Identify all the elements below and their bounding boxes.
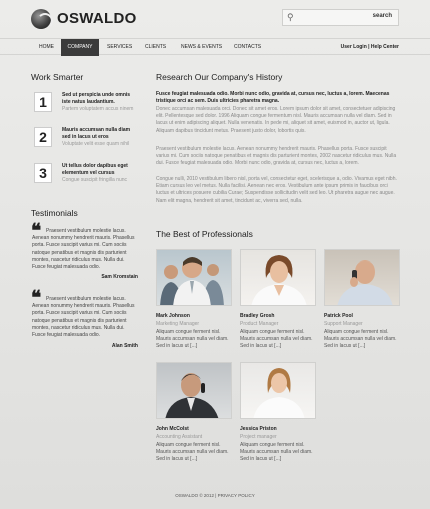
history-paragraph-3: Congue nulli, 2010 vestibulum libero nisl, porta vel, consectetur eget, scelerisque a, odio. Vivamus eget nibh. Etiam cursus leo vel metus. Nulla facilisi. Aenean nec eros. Vestibulum ante ipsum primis in faucibus orci luctus et ultrices posuere cubilia Curae; Suspendisse sollicitudin velit sed leo. Ut pharetra augue nec augue. Nam elit magna, hendrerit sit amet, tincidunt ac, viverra sed, nulla. (156, 176, 397, 204)
testimonial-author-1: Sam Kromstain (101, 274, 138, 280)
step-number-3: 3 (34, 163, 52, 183)
work-smarter-heading: Work Smarter (31, 72, 84, 82)
person-role-3: Support Manager (324, 321, 363, 327)
person-desc-2: Aliquam congue ferment nisl. Mauris accumsan nulla vel diam. Sed in lacus ut [...] (240, 329, 313, 350)
person-desc-4: Aliquam congue ferment nisl. Mauris accumsan nulla vel diam. Sed in lacus ut [...] (156, 442, 229, 463)
profile-photo-bradley-grosh[interactable] (240, 249, 316, 306)
person-role-4: Accounting Assistant (156, 434, 203, 440)
nav-item-company[interactable]: COMPANY (61, 39, 99, 56)
footer-text[interactable]: OSWALDO © 2012 | PRIVACY POLICY (175, 493, 255, 498)
step-subtitle-3: Congue suscipit fringilla nunc (62, 177, 128, 183)
history-paragraph-2: Praesent vestibulum molestie lacus. Aenean nonummy hendrerit mauris. Phasellus porta. Fusce suscipit varius mi. Cum sociis natoque penatibus et magnis dis parturient montes, 2002 nascetur ridiculus mus. Nulla dui. Fusce feugiat malesuada odio. Morbi nunc odio, gravida at, cursus nec, luctus a, lorem. (156, 146, 397, 167)
testimonial-text-2: Praesent vestibulum molestie lacus. Aenean nonummy hendrerit mauris. Phasellus porta. Fusce suscipit varius mi. Cum sociis natoque penatibus et magnis dis parturient montes, nascetur ridiculus mus. Nulla dui. Fusce feugiat malesuada odio. (32, 296, 135, 339)
main-nav (0, 38, 430, 55)
nav-item-clients[interactable]: CLIENTS (145, 44, 167, 50)
nav-item-home[interactable]: HOME (39, 44, 54, 50)
professionals-heading: The Best of Professionals (156, 229, 253, 239)
person-name-1[interactable]: Mark Johnson (156, 313, 190, 319)
profile-photo-mark-johnson[interactable] (156, 249, 232, 306)
person-role-2: Product Manager (240, 321, 279, 327)
step-subtitle-2: Voluptate velit esse quam nihil (62, 141, 130, 147)
testimonial-text-1: Praesent vestibulum molestie lacus. Aenean nonummy hendrerit mauris. Phasellus porta. Fusce suscipit varius mi. Cum sociis natoque penatibus et magnis dis parturient montes, nascetur ridiculus mus. Nulla dui. Fusce feugiat malesuada odio. (32, 228, 135, 271)
header (0, 0, 430, 38)
history-heading: Research Our Company's History (156, 72, 283, 82)
profile-photo-john-mccolst[interactable] (156, 362, 232, 419)
user-login-help-links[interactable]: User Login | Help Center (340, 44, 399, 50)
step-title-2[interactable]: Mauris accumsan nulla diam sed in lacus ut eros (62, 127, 131, 140)
nav-item-services[interactable]: SERVICES (107, 44, 133, 50)
person-desc-1: Aliquam congue ferment nisl. Mauris accumsan nulla vel diam. Sed in lacus ut [...] (156, 329, 229, 350)
person-role-5: Project manager (240, 434, 277, 440)
person-desc-3: Aliquam congue ferment nisl. Mauris accumsan nulla vel diam. Sed in lacus ut [...] (324, 329, 397, 350)
search-icon: ⚲ (287, 12, 294, 22)
search-button[interactable]: search (372, 13, 392, 19)
search-input[interactable] (282, 9, 399, 26)
person-name-5[interactable]: Jessica Priston (240, 426, 277, 432)
person-role-1: Marketing Manager (156, 321, 200, 327)
nav-item-contacts[interactable]: CONTACTS (234, 44, 262, 50)
quote-icon: ❝ (31, 288, 42, 309)
logo-text[interactable]: OSWALDO (57, 10, 137, 27)
logo-icon[interactable] (31, 9, 51, 29)
history-paragraph-1: Donec accumsan malesuada orci. Donec sit amet eros. Lorem ipsum dolor sit amet, consectetuer adipiscing elit. Pellentesque sed dolor. 1996 Aliquam congue fermentum nisl. Mauris accumsan nulla vel diam. Sed in lacus ut enim adipiscing aliquet. Nulla venenatis. In pede mi, aliquet sit amet, euismod in, auctor ut, ligula. Aliquam dapibus tincidunt metus. Praesent justo dolor, lobortis quis. (156, 106, 396, 134)
nav-item-news-events[interactable]: NEWS & EVENTS (181, 44, 223, 50)
testimonials-heading: Testimonials (31, 208, 78, 218)
testimonial-author-2: Alan Smith (111, 343, 138, 349)
step-number-2: 2 (34, 127, 52, 147)
step-title-3[interactable]: Ut tellus dolor dapibus eget elementum vel cursus (62, 163, 128, 176)
person-desc-5: Aliquam congue ferment nisl. Mauris accumsan nulla vel diam. Sed in lacus ut [...] (240, 442, 313, 463)
person-name-4[interactable]: John McColst (156, 426, 189, 432)
step-title-1[interactable]: Sed ut perspicia unde omnis iste natus laudantium. (62, 92, 131, 105)
quote-icon: ❝ (31, 221, 42, 242)
person-name-2[interactable]: Bradley Grosh (240, 313, 275, 319)
step-number-1: 1 (34, 92, 52, 112)
person-name-3[interactable]: Patrick Pool (324, 313, 353, 319)
step-subtitle-1: Partem voluptatem accus ninem (62, 106, 134, 112)
profile-photo-jessica-priston[interactable] (240, 362, 316, 419)
history-lead: Fusce feugiat malesuada odio. Morbi nunc odio, gravida at, cursus nec, luctus a, lorem. Maecenas tristique orci ac sem. Duis ultricies pharetra magna. (156, 91, 390, 105)
profile-photo-patrick-pool[interactable] (324, 249, 400, 306)
